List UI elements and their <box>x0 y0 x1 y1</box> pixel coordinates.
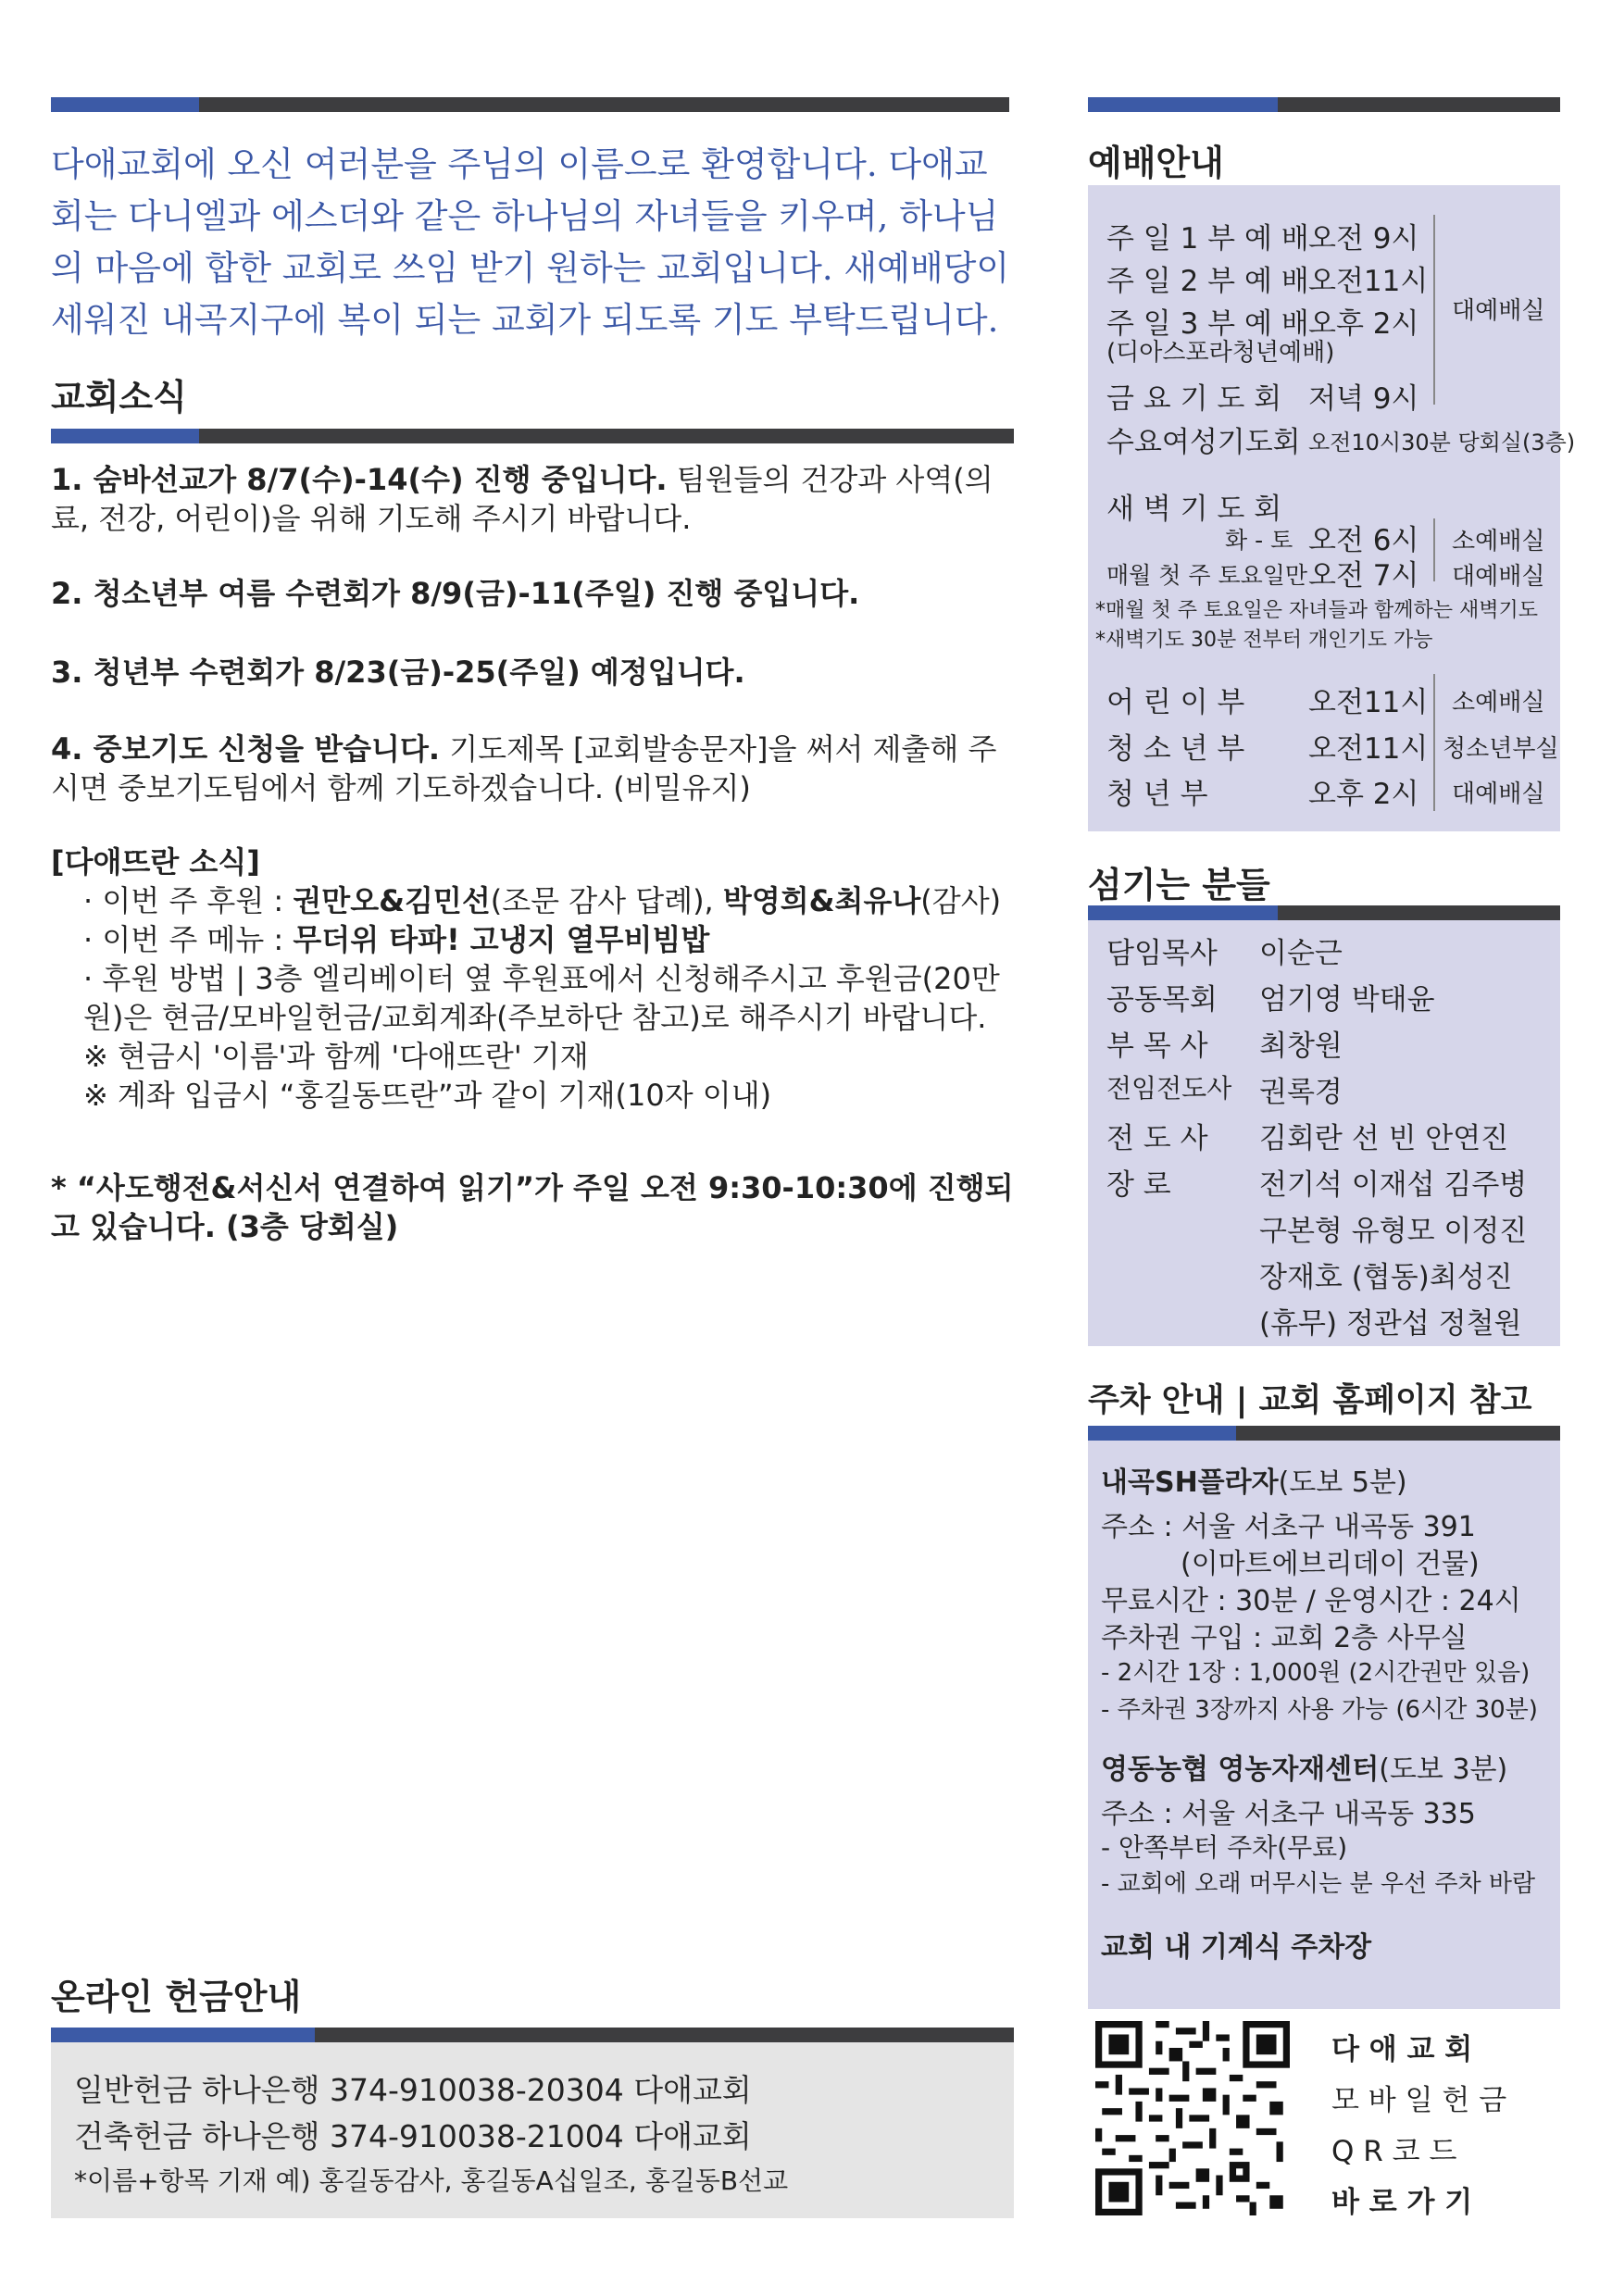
name-elder-3: 장재호 (협동)최성진 <box>1259 1261 1513 1294</box>
offering-title: 온라인 헌금안내 <box>51 1977 302 2017</box>
servants-title: 섬기는 분들 <box>1088 865 1270 905</box>
dawn-note-1: *매월 첫 주 토요일은 자녀들과 함께하는 새벽기도 <box>1095 599 1539 622</box>
friday-prayer-time: 저녁 9시 <box>1308 382 1419 416</box>
service-3-time: 오후 2시 <box>1308 307 1419 341</box>
divider <box>1433 674 1435 811</box>
role-co-pastor: 공동목회 <box>1106 983 1218 1017</box>
dawn-first-saturday: 매월 첫 주 토요일만 <box>1106 562 1308 589</box>
welcome-intro: 다애교회에 오신 여러분을 주님의 이름으로 환영합니다. 다애교회는 다니엘과 에스더와 같은 하나님의 자녀들을 키우며, 하나님의 마음에 합한 교회로 쓰임 받기 원하는 교회입니다. 새예배당이 세워진 내곡지구에 복이 되는 교회가 되도록 기도 부탁드립니다. <box>51 144 1010 340</box>
reading-notice: * “사도행전&서신서 연결하여 읽기”가 주일 오전 9:30-10:30에 진행되고 있습니다. (3층 당회실) <box>51 1170 1014 1244</box>
offering-general: 일반헌금 하나은행 374-910038-20304 다애교회 <box>74 2072 752 2108</box>
parking-nonghyup-note-2: - 교회에 오래 머무시는 분 우선 주차 바람 <box>1101 1870 1536 1898</box>
news-item-4: 4. 중보기도 신청을 받습니다. 기도제목 [교회발송문자]을 써서 제출해 주시면 중보기도팀에서 함께 기도하겠습니다. (비밀유지) <box>51 731 997 805</box>
parking-sh-ticket: 주차권 구입 : 교회 2층 사무실 <box>1101 1622 1468 1654</box>
parking-title: 주차 안내 | 교회 홈페이지 참고 <box>1088 1382 1532 1419</box>
wednesday-prayer: 수요여성기도회 <box>1106 426 1301 459</box>
name-evangelist: 김회란 선 빈 안연진 <box>1259 1122 1509 1155</box>
name-co-pastor: 엄기영 박태윤 <box>1259 983 1435 1017</box>
parking-nonghyup-address: 주소 : 서울 서초구 내곡동 335 <box>1101 1798 1476 1830</box>
worship-title: 예배안내 <box>1088 143 1224 183</box>
children-dept: 어 린 이 부 <box>1106 686 1245 719</box>
news-rule <box>51 429 1014 443</box>
news-item-3: 3. 청년부 수련회가 8/23(금)-25(주일) 예정입니다. <box>51 655 745 690</box>
servants-box <box>1088 920 1560 1346</box>
service-123-location: 대예배실 <box>1452 297 1545 325</box>
role-fulltime-evangelist: 전임전도사 <box>1106 1073 1232 1104</box>
name-elder-2: 구본형 유형모 이정진 <box>1259 1215 1528 1248</box>
parking-rule <box>1088 1426 1560 1441</box>
dawn-prayer: 새 벽 기 도 회 <box>1106 493 1282 526</box>
worship-box <box>1088 185 1576 831</box>
young-adult-dept-time: 오후 2시 <box>1308 778 1419 811</box>
service-3-sub: (디아스포라청년예배) <box>1106 339 1335 367</box>
youth-dept-time: 오전11시 <box>1308 732 1429 766</box>
ddeuran-note-1: ※ 현금시 '이름'과 함께 '다애뜨란' 기재 <box>83 1039 589 1074</box>
role-evangelist: 전 도 사 <box>1106 1122 1208 1155</box>
dawn-prayer-days: 화 - 토 <box>1225 527 1293 554</box>
service-2: 주 일 2 부 예 배 <box>1106 265 1309 298</box>
children-dept-time: 오전11시 <box>1308 686 1429 719</box>
parking-sh-address: 주소 : 서울 서초구 내곡동 391 <box>1101 1511 1476 1543</box>
young-adult-dept-location: 대예배실 <box>1452 780 1545 808</box>
dawn-note-2: *새벽기도 30분 전부터 개인기도 가능 <box>1095 629 1433 652</box>
offering-box <box>51 2042 1014 2218</box>
offering-rule <box>51 2028 1014 2042</box>
ddeuran-method: · 후원 방법 | 3층 엘리베이터 옆 후원표에서 신청해주시고 후원금(20만원)은 현금/모바일헌금/교회계좌(주보하단 참고)로 해주시기 바랍니다. <box>83 961 1000 1035</box>
role-senior-pastor: 담임목사 <box>1106 937 1218 970</box>
top-rule-right <box>1088 97 1560 112</box>
parking-sh-plaza: 내곡SH플라자(도보 5분) <box>1101 1466 1407 1499</box>
children-dept-location: 소예배실 <box>1452 689 1545 717</box>
top-rule-left <box>51 97 1009 112</box>
qr-label-line-2: 모 바 일 헌 금 <box>1331 2084 1507 2117</box>
parking-nonghyup: 영동농협 영농자재센터(도보 3분) <box>1101 1753 1508 1786</box>
news-item-1: 1. 숨바선교가 8/7(수)-14(수) 진행 중입니다. 팀원들의 건강과 사역(의료, 전강, 어린이)을 위해 기도해 주시기 바랍니다. <box>51 462 993 536</box>
role-elder: 장 로 <box>1106 1168 1171 1202</box>
qr-label-line-1: 다 애 교 회 <box>1331 2033 1473 2066</box>
ddeuran-title: [다애뜨란 소식] <box>51 844 260 880</box>
servants-rule <box>1088 905 1560 920</box>
service-1: 주 일 1 부 예 배 <box>1106 222 1309 256</box>
parking-sh-price: - 2시간 1장 : 1,000원 (2시간권만 있음) <box>1101 1659 1531 1687</box>
name-fulltime-evangelist: 권록경 <box>1259 1076 1343 1109</box>
parking-nonghyup-note-1: - 안쪽부터 주차(무료) <box>1101 1832 1348 1863</box>
qr-label-line-3: Q R 코 드 <box>1331 2135 1457 2168</box>
dawn-prayer-location: 소예배실 <box>1452 528 1545 555</box>
offering-note: *이름+항목 기재 예) 홍길동감사, 홍길동A십일조, 홍길동B선교 <box>74 2165 789 2196</box>
friday-prayer: 금 요 기 도 회 <box>1106 382 1282 416</box>
wednesday-prayer-time: 오전10시30분 당회실(3층) <box>1308 430 1576 455</box>
role-associate-pastor: 부 목 사 <box>1106 1029 1208 1063</box>
offering-building: 건축헌금 하나은행 374-910038-21004 다애교회 <box>74 2118 752 2154</box>
ddeuran-sponsor: · 이번 주 후원 : 권만오&김민선(조문 감사 답례), 박영희&최유나(감사) <box>83 883 1002 918</box>
news-title: 교회소식 <box>51 377 187 418</box>
name-elder-4: (휴무) 정관섭 정철원 <box>1259 1307 1522 1341</box>
qr-label-line-4: 바 로 가 기 <box>1331 2186 1473 2219</box>
name-elder-1: 전기석 이재섭 김주병 <box>1259 1168 1528 1202</box>
news-item-2: 2. 청소년부 여름 수련회가 8/9(금)-11(주일) 진행 중입니다. <box>51 576 860 611</box>
dawn-first-saturday-location: 대예배실 <box>1452 563 1545 591</box>
young-adult-dept: 청 년 부 <box>1106 778 1208 811</box>
ddeuran-menu: · 이번 주 메뉴 : 무더위 타파! 고냉지 열무비빔밥 <box>83 922 710 957</box>
parking-sh-building: (이마트에브리데이 건물) <box>1181 1548 1480 1580</box>
parking-sh-hours: 무료시간 : 30분 / 운영시간 : 24시 <box>1101 1585 1521 1617</box>
service-2-time: 오전11시 <box>1308 265 1429 298</box>
parking-church: 교회 내 기계식 주차장 <box>1101 1931 1372 1964</box>
dawn-prayer-time: 오전 6시 <box>1308 524 1419 557</box>
youth-dept-location: 청소년부실 <box>1443 735 1559 763</box>
service-1-time: 오전 9시 <box>1308 222 1419 256</box>
qr-code-image[interactable] <box>1095 2021 1290 2215</box>
name-associate-pastor: 최창원 <box>1259 1029 1343 1063</box>
ddeuran-note-2: ※ 계좌 입금시 “홍길동뜨란”과 같이 기재(10자 이내) <box>83 1078 772 1113</box>
parking-sh-limit: - 주차권 3장까지 사용 가능 (6시간 30분) <box>1101 1696 1538 1724</box>
divider <box>1433 518 1435 581</box>
dawn-first-saturday-time: 오전 7시 <box>1308 559 1419 593</box>
divider <box>1433 215 1435 405</box>
name-senior-pastor: 이순근 <box>1259 937 1343 970</box>
youth-dept: 청 소 년 부 <box>1106 732 1245 766</box>
service-3: 주 일 3 부 예 배 <box>1106 307 1309 341</box>
parking-box <box>1088 1441 1560 2009</box>
